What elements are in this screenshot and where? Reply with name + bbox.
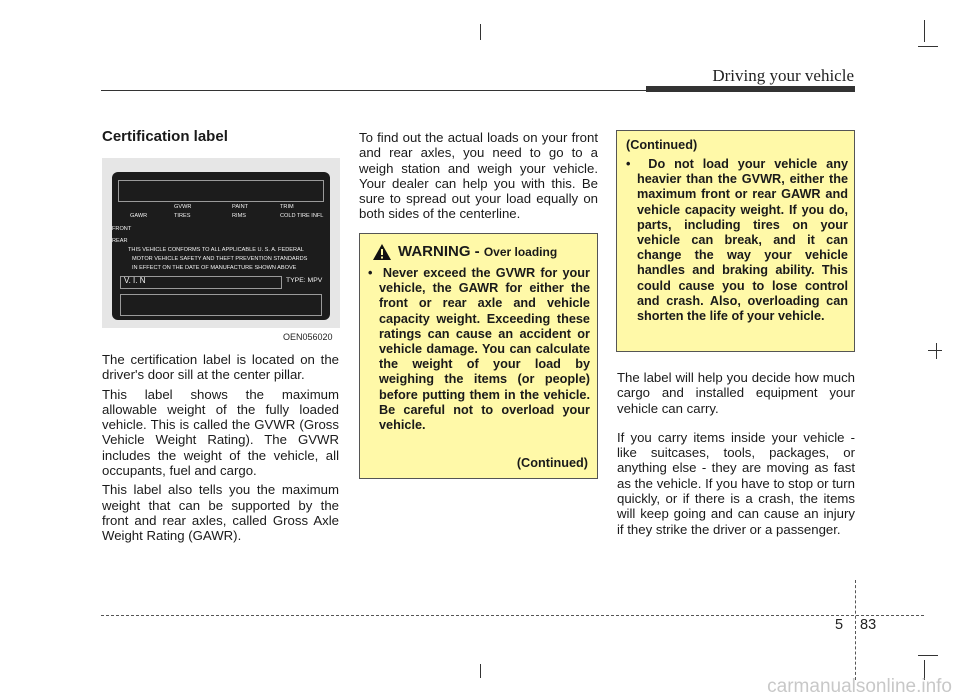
certification-label-image [102,158,340,328]
continued-caution-box [616,130,855,352]
crop-mark-bottom-right-h [918,655,938,656]
header-bar [646,86,855,92]
plate-vin: V. I. N [124,276,146,285]
col1-para-1: The certification label is located on the driver's door sill at the center pillar. [102,352,339,383]
crop-mark-top-right-h [918,46,938,47]
warning-triangle-icon [372,243,392,261]
plate-front: FRONT [112,226,132,232]
plate-bottom-box [120,294,322,316]
col2-text [359,130,598,222]
warning-list [368,266,590,433]
plate-top-box [118,180,324,202]
crop-mark-bottom-v [480,664,481,678]
plate-gvwr: GVWR [174,204,192,210]
page-number: 83 [860,617,877,633]
col1-para-3: This label also tells you the maximum weight that can be supported by the front and rear axles, called Gross Axle Weight Rating (GAWR). [102,482,339,544]
footer-divider [855,580,856,680]
plate-cold-tire: COLD TIRE INFL [280,213,324,219]
col3-para-1: The label will help you decide how much cargo and installed equipment your vehicle can carry. [617,370,855,416]
plate-rims: RIMS [232,213,246,219]
footer-rule [101,615,924,616]
continued-heading: (Continued) [626,138,698,152]
plate-conform-2: MOTOR VEHICLE SAFETY AND THEFT PREVENTION STANDARDS [132,256,308,262]
plate-gawr: GAWR [130,213,148,219]
continued-list [626,157,848,324]
warning-heading [398,243,557,260]
section-title: Certification label [102,128,228,145]
header-rule [101,90,646,91]
crop-mark-top-right-v [924,20,925,42]
crop-mark-right-h [928,350,942,351]
col3-para-2: If you carry items inside your vehicle - like suitcases, tools, packages, or anything else - they are moving as fast as the vehicle. If you have to stop or turn quickly, or if there is a crash, the items will keep going and can cause an injury if they strike the driver or a passenger. [617,429,855,537]
crop-mark-right-v [936,343,937,359]
chapter-number: 5 [835,617,844,633]
header-title: Driving your vehicle [712,66,854,85]
plate-type: TYPE: MPV [286,277,323,284]
plate-tires: TIRES [174,213,191,219]
label-plate [112,172,330,320]
col1-para-2: This label shows the maximum allowable weight of the fully loaded vehicle. This is called the GVWR (Gross Vehicle Weight Rating). The GVWR includes the weight of the vehicle, all occupants, fuel and cargo. [102,386,339,479]
warning-subtitle: Over loading [483,245,558,259]
crop-mark-top [480,24,481,40]
plate-rear: REAR [112,238,128,244]
plate-paint: PAINT [232,204,249,210]
crop-mark-top-arm [472,20,488,21]
plate-conform-3: IN EFFECT ON THE DATE OF MANUFACTURE SHOWN ABOVE [132,265,297,271]
col3-text [617,370,855,537]
warning-box [359,233,598,479]
warning-item-text: Never exceed the GVWR for your vehicle, the GAWR for either the front or rear axle and vehicle capacity weight. Exceeding these ratings can cause an accident or vehicle damage. You can calculate the weight of your load by weighing the items (or people) before putting them in the vehicle. Be careful not to overload your vehicle. [379,266,590,433]
warning-title: WARNING - [398,243,484,260]
warning-item: • Never exceed the GVWR for your vehicle, the GAWR for either the front or rear axle and vehicle capacity weight. Exceeding these ratings can cause an accident or vehicle damage. You can calculate the weight of your load by weighing the items (or people) before putting them in the vehicle. Be careful not to overload your vehicle. [368,266,590,433]
continued-item: • Do not load your vehicle any heavier than the GVWR, either the maximum front or rear GAWR and vehicle capacity weight. If you do, parts, including tires on your vehicle can break, and it can change the way your vehicle handles and braking ability. This could cause you to lose control and crash. Also, overloading can shorten the life of your vehicle. [626,157,848,324]
continued-item-text: Do not load your vehicle any heavier than the GVWR, either the maximum front or rear GAWR and vehicle capacity weight. If you do, parts, including tires on your vehicle can break, and it can change the way your vehicle handles and braking ability. This could cause you to lose control and crash. Also, overloading can shorten the life of your vehicle. [637,157,848,324]
warning-continued: (Continued) [516,456,588,470]
plate-trim: TRIM [280,204,294,210]
plate-conform-1: THIS VEHICLE CONFORMS TO ALL APPLICABLE U. S. A. FEDERAL [128,247,304,253]
col1-text [102,352,339,544]
watermark: carmanualsonline.info [767,676,952,697]
image-code: OEN056020 [283,332,333,342]
col2-para-1: To find out the actual loads on your front and rear axles, you need to go to a weigh station and weigh your vehicle. Your dealer can help you with this. Be sure to spread out your load equally on both sides of the centerline. [359,130,598,222]
